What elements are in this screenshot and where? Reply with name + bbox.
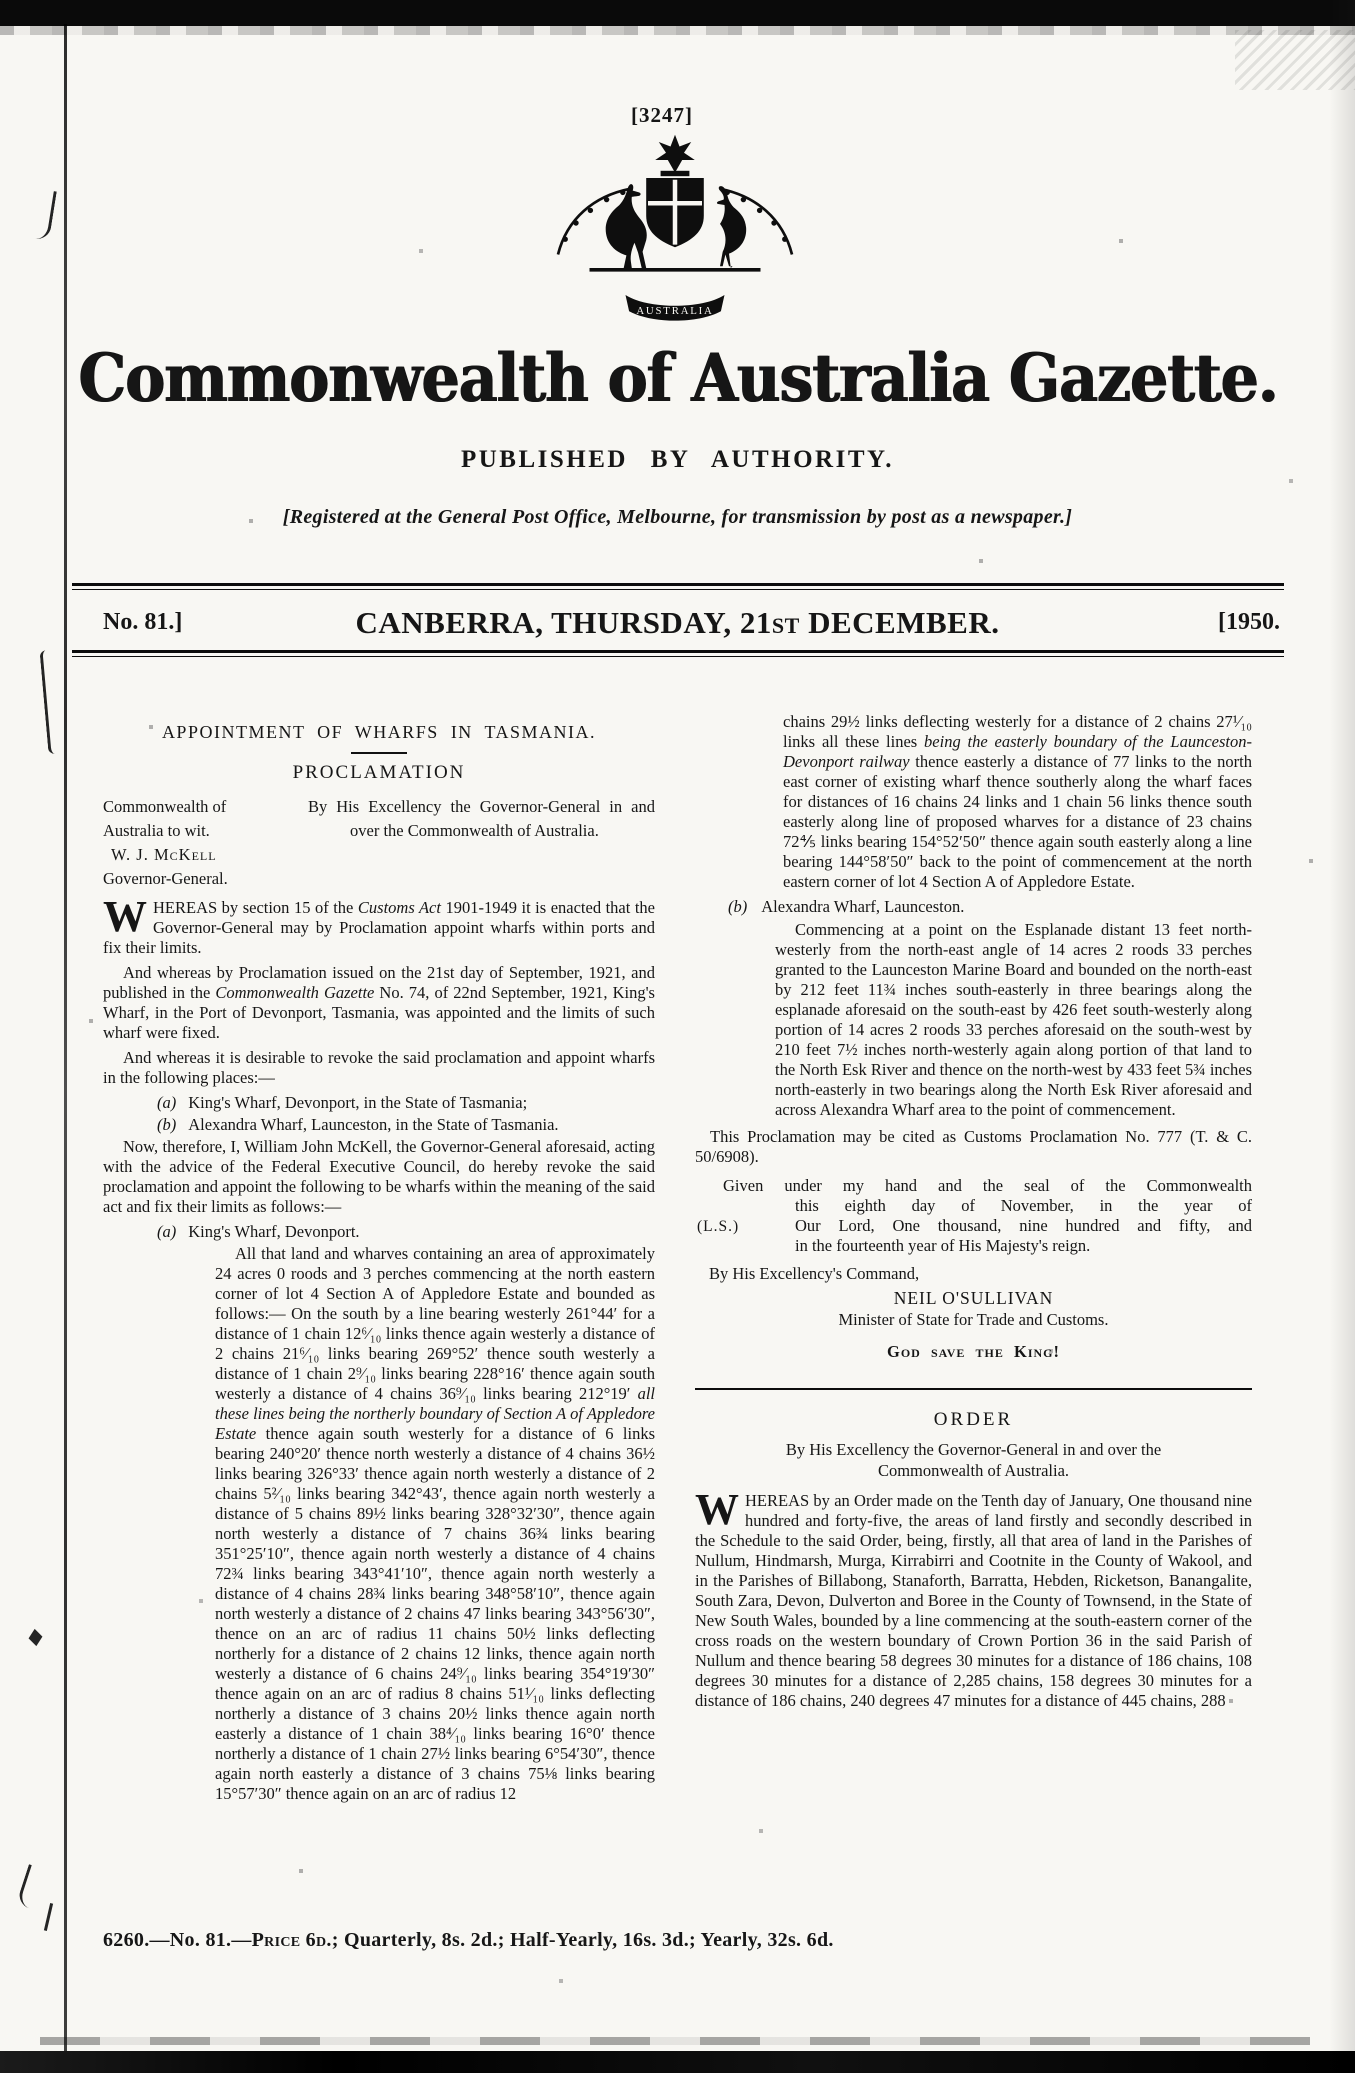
metes-and-bounds-continued: chains 29½ links deflecting westerly for a distance of 2 chains 27¹⁄₁₀ links all these lines being the easterly boundary of the Launceston-Devonport railway thence easterly a distance of 77 links to the north east corner of existing wharf thence southerly along the wharf faces for distances of 16 chains 24 links and 1 chain 56 links thence south easterly along line of proposed wharves for a distance of 23 chains 72⅘ links bearing 154°52′50″ thence again south easterly along a line bearing 144°58′50″ back to the point of commencement at the north eastern corner of lot 4 Section A of Appledore Estate. (783, 712, 1252, 891)
coat-of-arms (540, 132, 810, 332)
alexandra-wharf-paragraph: Commencing at a point on the Esplanade distant 13 feet north-westerly from the north-east angle of 14 acres 2 roods 33 perches granted to the Launceston Marine Board and bounded on the north-east by 212 feet 11¾ inches south-easterly in three bearings along the esplanade aforesaid on the south-east by 426 feet south-westerly along portion of 14 acres 2 roods 33 perches aforesaid on the south-west by 210 feet 7½ inches north-westerly again along portion of that land to the North Esk River and thence on the north-west by 433 feet 5¾ inches north-easterly in two bearings along the North Esk River aforesaid and across Alexandra Wharf area to the point of commencement. (775, 920, 1252, 1119)
issue-number: No. 81.] (103, 609, 183, 635)
testimonium-line: Given under my hand and the seal of the Commonwealth (723, 1176, 1252, 1195)
registered-line: [Registered at the General Post Office, Melbourne, for transmission by post as a newspaper.] (282, 506, 1073, 528)
whereas-paragraph-2: And whereas by Proclamation issued on the 21st day of September, 1921, and published in the Commonwealth Gazette No. 74, of 22nd September, 1921, King's Wharf, in the Port of Devonport, Tasmania, was appointed and the limits of such wharf were fixed. (103, 963, 655, 1042)
right-column (695, 712, 1252, 1716)
section-divider-rule (695, 1388, 1252, 1390)
place-item-a: (a) King's Wharf, Devonport, in the State of Tasmania; (157, 1093, 528, 1112)
whereas-paragraph-1: WHEREAS by section 15 of the Customs Act 1901-1949 it is enacted that the Governor-General may by Proclamation appoint wharfs within ports and fix their limits. (103, 892, 656, 957)
scan-top-band (0, 0, 1355, 26)
item-letter: (a) (157, 1222, 177, 1241)
ink-mark (29, 1629, 43, 1646)
minister-signature: NEIL O'SULLIVAN (893, 1288, 1054, 1308)
dateline: CANBERRA, THURSDAY, 21ST DECEMBER. (355, 605, 1000, 640)
testimonium-line: this eighth day of November, in the year of (795, 1196, 1252, 1215)
testimonium-block (695, 1176, 1252, 1256)
year-label: [1950. (1218, 609, 1280, 635)
governor-general-title: Governor-General. (103, 869, 228, 888)
kings-wharf-description (215, 1244, 655, 1804)
place-item-b: (b) Alexandra Wharf, Launceston, in the State of Tasmania. (157, 1115, 559, 1134)
ink-mark (16, 1864, 47, 1910)
seal-ls: (L.S.) (697, 1218, 740, 1235)
scan-bottom-band (0, 2051, 1355, 2073)
published-by-authority: PUBLISHED BY AUTHORITY. (460, 446, 895, 473)
item-letter: (b) (157, 1115, 177, 1134)
dateline-row (75, 601, 1280, 643)
proclamation-heading: PROCLAMATION (292, 762, 466, 783)
double-rule-top (72, 583, 1284, 590)
italic-act-name: Customs Act (357, 898, 441, 917)
minister-title: Minister of State for Trade and Customs. (838, 1310, 1109, 1329)
kings-wharf-description-continued (783, 712, 1252, 892)
command-line: By His Excellency's Command, (709, 1264, 920, 1283)
ink-mark (39, 650, 61, 755)
item-letter: (a) (157, 1093, 177, 1112)
item-letter: (b) (728, 897, 748, 916)
ink-mark (34, 189, 57, 241)
ink-mark (44, 1903, 53, 1931)
order-whereas-paragraph: WHEREAS by an Order made on the Tenth day of January, One thousand nine hundred and forty-five, the areas of land firstly and secondly described in the Schedule to the said Order, being, firstly, all that area of land in the Parishes of Nullum, Hindmarsh, Murga, Kirrabirri and Cootnite in the County of Wakool, and in the Parishes of Billabong, Stanaforth, Barratta, Hebden, Ricketson, Banangalite, South Zara, Devon, Dulverton and Boree in the County of Townsend, in the State of New South Wales, bounded by a line commencing at the south-eastern corner of the cross roads on the western boundary of Crown Portion 36 in the said Parish of Nullum and thence bearing 58 degrees 30 minutes for a distance of 186 chains, 108 degrees 30 minutes for a distance of 2,285 chains, 158 degrees 30 minutes for a distance of 186 chains, 240 degrees 47 minutes for a distance of 445 chains, 288 (695, 1485, 1252, 1710)
by-his-excellency-line: By His Excellency the Governor-General in and over the Commonwealth of Australia. (308, 797, 655, 840)
left-column (103, 722, 655, 1809)
whereas-paragraph-3: And whereas it is desirable to revoke the said proclamation and appoint wharfs in the following places:— (103, 1048, 655, 1087)
item-b-heading: (b) Alexandra Wharf, Launceston. (728, 897, 965, 916)
testimonium-line: Our Lord, One thousand, nine hundred and fifty, and (795, 1216, 1252, 1235)
scan-right-fade (1329, 0, 1355, 2073)
scan-edge-line (64, 24, 67, 2073)
now-therefore-paragraph: Now, therefore, I, William John McKell, the Governor-General aforesaid, acting with the advice of the Federal Executive Council, do hereby revoke the said proclamation and appoint the following to be wharfs within the meaning of the said act and fix their limits as follows:— (103, 1137, 655, 1216)
ordinal-st: ST (771, 613, 800, 638)
section-title: APPOINTMENT OF WHARFS IN TASMANIA. (161, 722, 597, 742)
italic-gazette-name: Commonwealth Gazette (215, 983, 375, 1002)
order-heading: ORDER (933, 1409, 1014, 1430)
drop-cap-w: W (103, 892, 147, 941)
double-rule-bottom (72, 650, 1284, 657)
price-label: Price 6d. (251, 1929, 332, 1951)
italic-boundary-note: all these lines being the northerly boundary of Section A of Appledore Estate (215, 1384, 655, 1443)
testimonium-line: in the fourteenth year of His Majesty's reign. (795, 1236, 1091, 1255)
plate-number: [3247] (631, 103, 693, 127)
commonwealth-star-icon (655, 135, 695, 173)
testatum-line: Australia to wit. (103, 821, 210, 840)
banner-text: AUSTRALIA (636, 304, 714, 317)
governor-general-name: W. J. McKell (111, 845, 217, 864)
testatum-block (103, 795, 308, 891)
citation-paragraph: This Proclamation may be cited as Customs Proclamation No. 777 (T. & C. 50/6908). (695, 1127, 1252, 1166)
order-byline: By His Excellency the Governor-General in and over the Commonwealth of Australia. (785, 1440, 1162, 1480)
metes-and-bounds-paragraph: All that land and wharves containing an area of approximately 24 acres 0 roods and 3 perches commencing at the north eastern corner of lot 4 Section A of Appledore Estate and bounded as follows:— On the south by a line bearing westerly 261°44′ for a distance of 1 chain 12⁶⁄₁₀ links thence again westerly a distance of 2 chains 21⁶⁄₁₀ links bearing 269°52′ thence south westerly a distance of 1 chain 2⁹⁄₁₀ links bearing 228°16′ thence again south westerly a distance of 4 chains 36⁹⁄₁₀ links bearing 212°19′ all these lines being the northerly boundary of Section A of Appledore Estate thence again south westerly for a distance of 6 links bearing 240°20′ thence north westerly a distance of 4 chains 36½ links bearing 326°33′ thence again north westerly a distance of 2 chains 5²⁄₁₀ links bearing 342°43′, thence again north westerly a distance of 5 chains 89½ links bearing 328°32′30″, thence again north westerly a distance of 7 chains 36¾ links bearing 351°25′10″, thence again north westerly a distance of 4 chains 72¾ links bearing 343°41′10″, thence again north westerly a distance of 4 chains 28¾ links bearing 348°58′10″, thence again north westerly a distance of 2 chains 47 links bearing 343°56′30″, thence on an arc of radius 11 chains 50½ links deflecting northerly for a distance of 2 chains 12 links, thence again north westerly a distance of 6 chains 24⁹⁄₁₀ links bearing 354°19′30″ thence again on an arc of radius 8 chains 51¹⁄₁₀ links deflecting northerly a distance of 3 chains 20½ links thence again north easterly a distance of 1 chain 38⁴⁄₁₀ links bearing 16°0′ thence northerly a distance of 1 chain 27½ links bearing 6°54′30″, thence again north easterly a distance of 3 chains 75⅛ links bearing 15°57′30″ thence again on an arc of radius 12 (215, 1244, 655, 1803)
testatum-line: Commonwealth of (103, 797, 227, 816)
imprint-footer: 6260.—No. 81.—Price 6d.; Quarterly, 8s. 2d.; Half-Yearly, 16s. 3d.; Yearly, 32s. 6d. (103, 1929, 834, 1951)
paper-specks (0, 0, 2, 2)
drop-cap-w: W (695, 1485, 739, 1534)
kangaroo-icon (606, 184, 647, 268)
masthead-title: Commonwealth of Australia Gazette. (77, 340, 1278, 418)
title-divider (351, 752, 407, 754)
item-a-heading: (a) King's Wharf, Devonport. (157, 1222, 360, 1241)
coat-of-arms-graphic (540, 132, 810, 332)
alexandra-wharf-description (775, 920, 1252, 1120)
preamble-block (103, 795, 655, 891)
god-save-the-king: God save the King! (886, 1342, 1060, 1361)
italic-boundary-note: being the easterly boundary of the Launceston-Devonport railway (783, 732, 1252, 771)
